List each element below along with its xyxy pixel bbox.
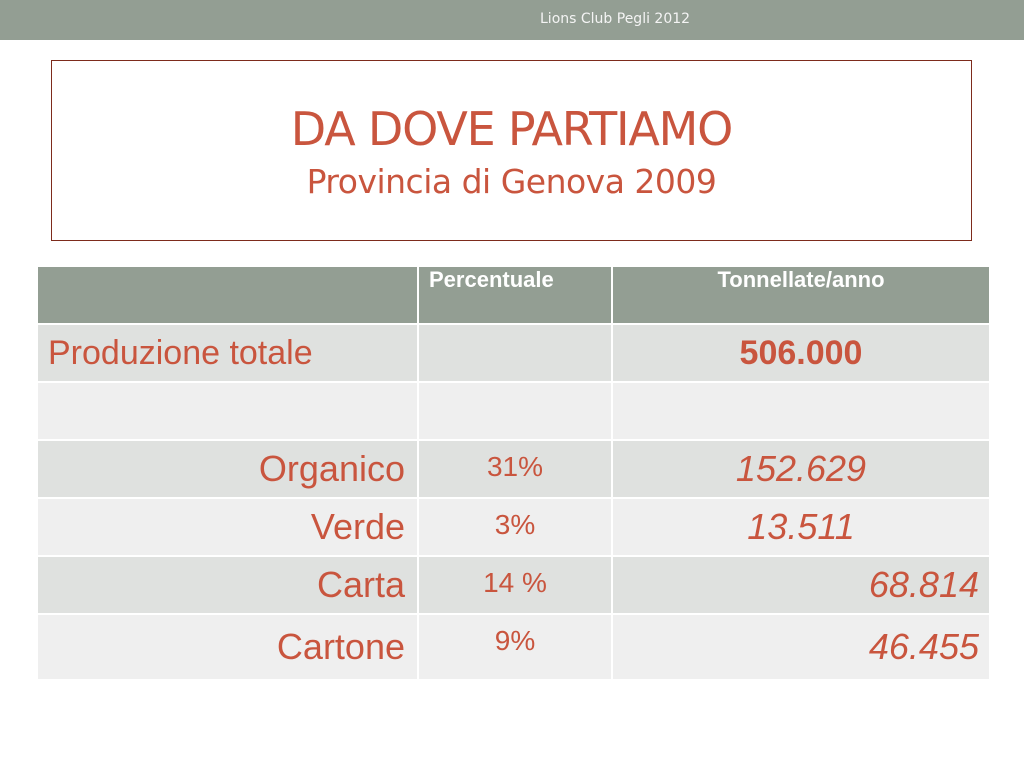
- empty-cell: [418, 382, 612, 440]
- top-bar: [0, 0, 1024, 40]
- header-tonnellate: Tonnellate/anno: [612, 266, 990, 324]
- table-row: [37, 498, 990, 556]
- empty-row: [37, 382, 990, 440]
- row-percent: 14 %: [418, 556, 612, 614]
- row-label: Cartone: [37, 614, 418, 680]
- row-value: 152.629: [612, 440, 990, 498]
- data-table: [36, 265, 991, 681]
- row-label: Organico: [37, 440, 418, 498]
- row-value: 68.814: [612, 556, 990, 614]
- row-label: Verde: [37, 498, 418, 556]
- total-percent: [418, 324, 612, 382]
- table-row: [37, 614, 990, 680]
- row-label: Carta: [37, 556, 418, 614]
- slide-title: DA DOVE PARTIAMO: [290, 102, 733, 156]
- empty-cell: [612, 382, 990, 440]
- footer-text: Lions Club Pegli 2012: [540, 11, 691, 27]
- empty-cell: [37, 382, 418, 440]
- total-row: [37, 324, 990, 382]
- header-label-cell: [37, 266, 418, 324]
- total-value: 506.000: [612, 324, 990, 382]
- table-row: [37, 440, 990, 498]
- row-value: 13.511: [612, 498, 990, 556]
- row-percent: 9%: [418, 614, 612, 680]
- title-box: [51, 60, 972, 241]
- row-value: 46.455: [612, 614, 990, 680]
- row-percent: 31%: [418, 440, 612, 498]
- row-percent: 3%: [418, 498, 612, 556]
- header-percentuale: Percentuale: [418, 266, 612, 324]
- total-label: Produzione totale: [37, 324, 418, 382]
- table-header-row: [37, 266, 990, 324]
- slide-subtitle: Provincia di Genova 2009: [306, 162, 717, 201]
- table-row: [37, 556, 990, 614]
